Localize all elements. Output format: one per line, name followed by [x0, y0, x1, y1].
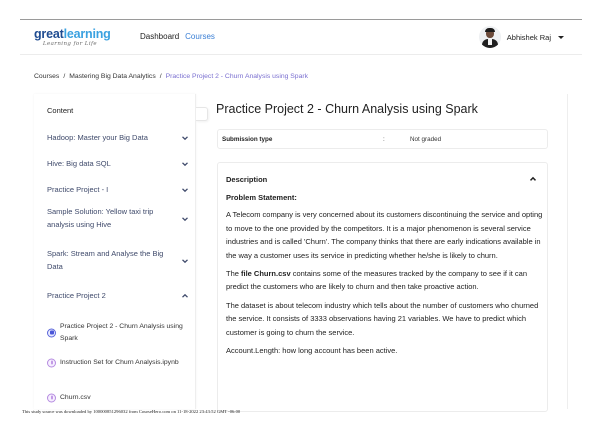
sidebar-item-practice-project-1[interactable] [47, 184, 187, 197]
sidebar-item-label: Hive: Big data SQL [47, 159, 111, 168]
chevron-down-icon [181, 186, 189, 194]
description-paragraph: The dataset is about telecom industry which tells about the number of customers who churned the service. It consists of 3333 observations having 21 variables. We have to predict which customer is going to churn the service. [226, 300, 539, 337]
logo-tagline: Learning for Life [42, 41, 98, 47]
sidebar-item-label: Sample Solution: Yellow taxi trip analysis using Hive [47, 207, 154, 229]
page-title: Practice Project 2 - Churn Analysis using Spark [216, 102, 478, 116]
header [20, 20, 582, 55]
submission-type-label: Submission type [222, 136, 273, 143]
file-icon [47, 393, 56, 402]
content-sidebar [34, 94, 196, 409]
sidebar-subitem-label: Practice Project 2 - Churn Analysis using Spark [60, 323, 183, 342]
description-panel [217, 162, 548, 412]
breadcrumb-separator: / [63, 73, 66, 80]
greatlearning-logo[interactable] [34, 27, 111, 47]
breadcrumb-separator: / [159, 73, 162, 80]
submission-colon: : [383, 136, 385, 143]
footer-watermark: This study source was downloaded by 100000851296032 from CourseHero.com on 11-18-2022 23:43:52 GMT -06:00 [22, 409, 241, 414]
logo-learning: learning [63, 27, 111, 41]
user-name: Abhishek Raj [506, 32, 551, 42]
nav-dashboard[interactable]: Dashboard [140, 32, 180, 41]
user-menu[interactable] [479, 26, 564, 48]
sidebar-toggle-tab[interactable] [196, 107, 208, 121]
chevron-down-icon [181, 257, 189, 265]
sidebar-item-label: Practice Project - I [47, 185, 109, 194]
submission-type-value: Not graded [410, 136, 442, 143]
sidebar-item-spark[interactable] [47, 248, 187, 273]
description-paragraph: A Telecom company is very concerned about its customers discontinuing the service and opting to move to the one provided by the competitors. It is a major phenomenon is several service industries and is called 'Churn'. The company thinks that there are early indications available in the way a customer uses its service in predicting whether he/she is likely to churn. [226, 210, 543, 260]
file-icon [47, 358, 56, 367]
sidebar-subitem-instruction-set[interactable] [47, 357, 187, 369]
main-content [196, 94, 568, 409]
sidebar-item-sample-solution[interactable] [47, 206, 187, 231]
sidebar-subitem-label: Instruction Set for Churn Analysis.ipynb [60, 359, 179, 366]
breadcrumb [34, 73, 308, 80]
file-name-emphasis: file Churn.csv [241, 269, 291, 279]
sidebar-subitem-label: Churn.csv [60, 394, 91, 401]
sidebar-item-practice-project-2[interactable] [47, 290, 187, 303]
sidebar-item-label: Practice Project 2 [47, 291, 106, 300]
nav-courses[interactable]: Courses [185, 32, 215, 41]
text-fragment: contains some of the measures tracked by the company to see if it can predict the customers who are likely to churn and then take proactive action. [226, 269, 527, 292]
logo-great: great [34, 27, 64, 41]
avatar [479, 26, 501, 48]
chevron-up-icon[interactable] [529, 175, 537, 183]
sidebar-title: Content [47, 106, 74, 115]
chevron-down-icon [181, 215, 189, 223]
description-paragraph [226, 267, 544, 294]
chevron-down-icon [181, 134, 189, 142]
problem-statement-heading: Problem Statement: [226, 193, 297, 202]
chevron-down-icon [181, 160, 189, 168]
caret-down-icon [558, 36, 564, 39]
breadcrumb-course[interactable]: Mastering Big Data Analytics [69, 73, 156, 80]
active-lesson-icon [47, 328, 56, 337]
text-fragment: The [226, 269, 242, 279]
breadcrumb-current: Practice Project 2 - Churn Analysis using Spark [165, 73, 309, 80]
breadcrumb-courses[interactable]: Courses [34, 73, 60, 80]
description-heading[interactable]: Description [226, 175, 268, 184]
sidebar-subitem-churn-analysis[interactable] [47, 321, 187, 344]
description-body [226, 191, 544, 362]
sidebar-item-label: Hadoop: Master your Big Data [47, 133, 148, 142]
main-nav [140, 32, 215, 41]
sidebar-item-hive[interactable] [47, 158, 187, 171]
sidebar-item-label: Spark: Stream and Analyse the Big Data [47, 249, 164, 271]
submission-type-box [217, 129, 548, 149]
description-paragraph: Account.Length: how long account has been active. [226, 346, 398, 356]
sidebar-subitem-churn-csv[interactable] [47, 392, 187, 404]
sidebar-item-hadoop[interactable] [47, 132, 187, 145]
chevron-up-icon [181, 292, 189, 300]
